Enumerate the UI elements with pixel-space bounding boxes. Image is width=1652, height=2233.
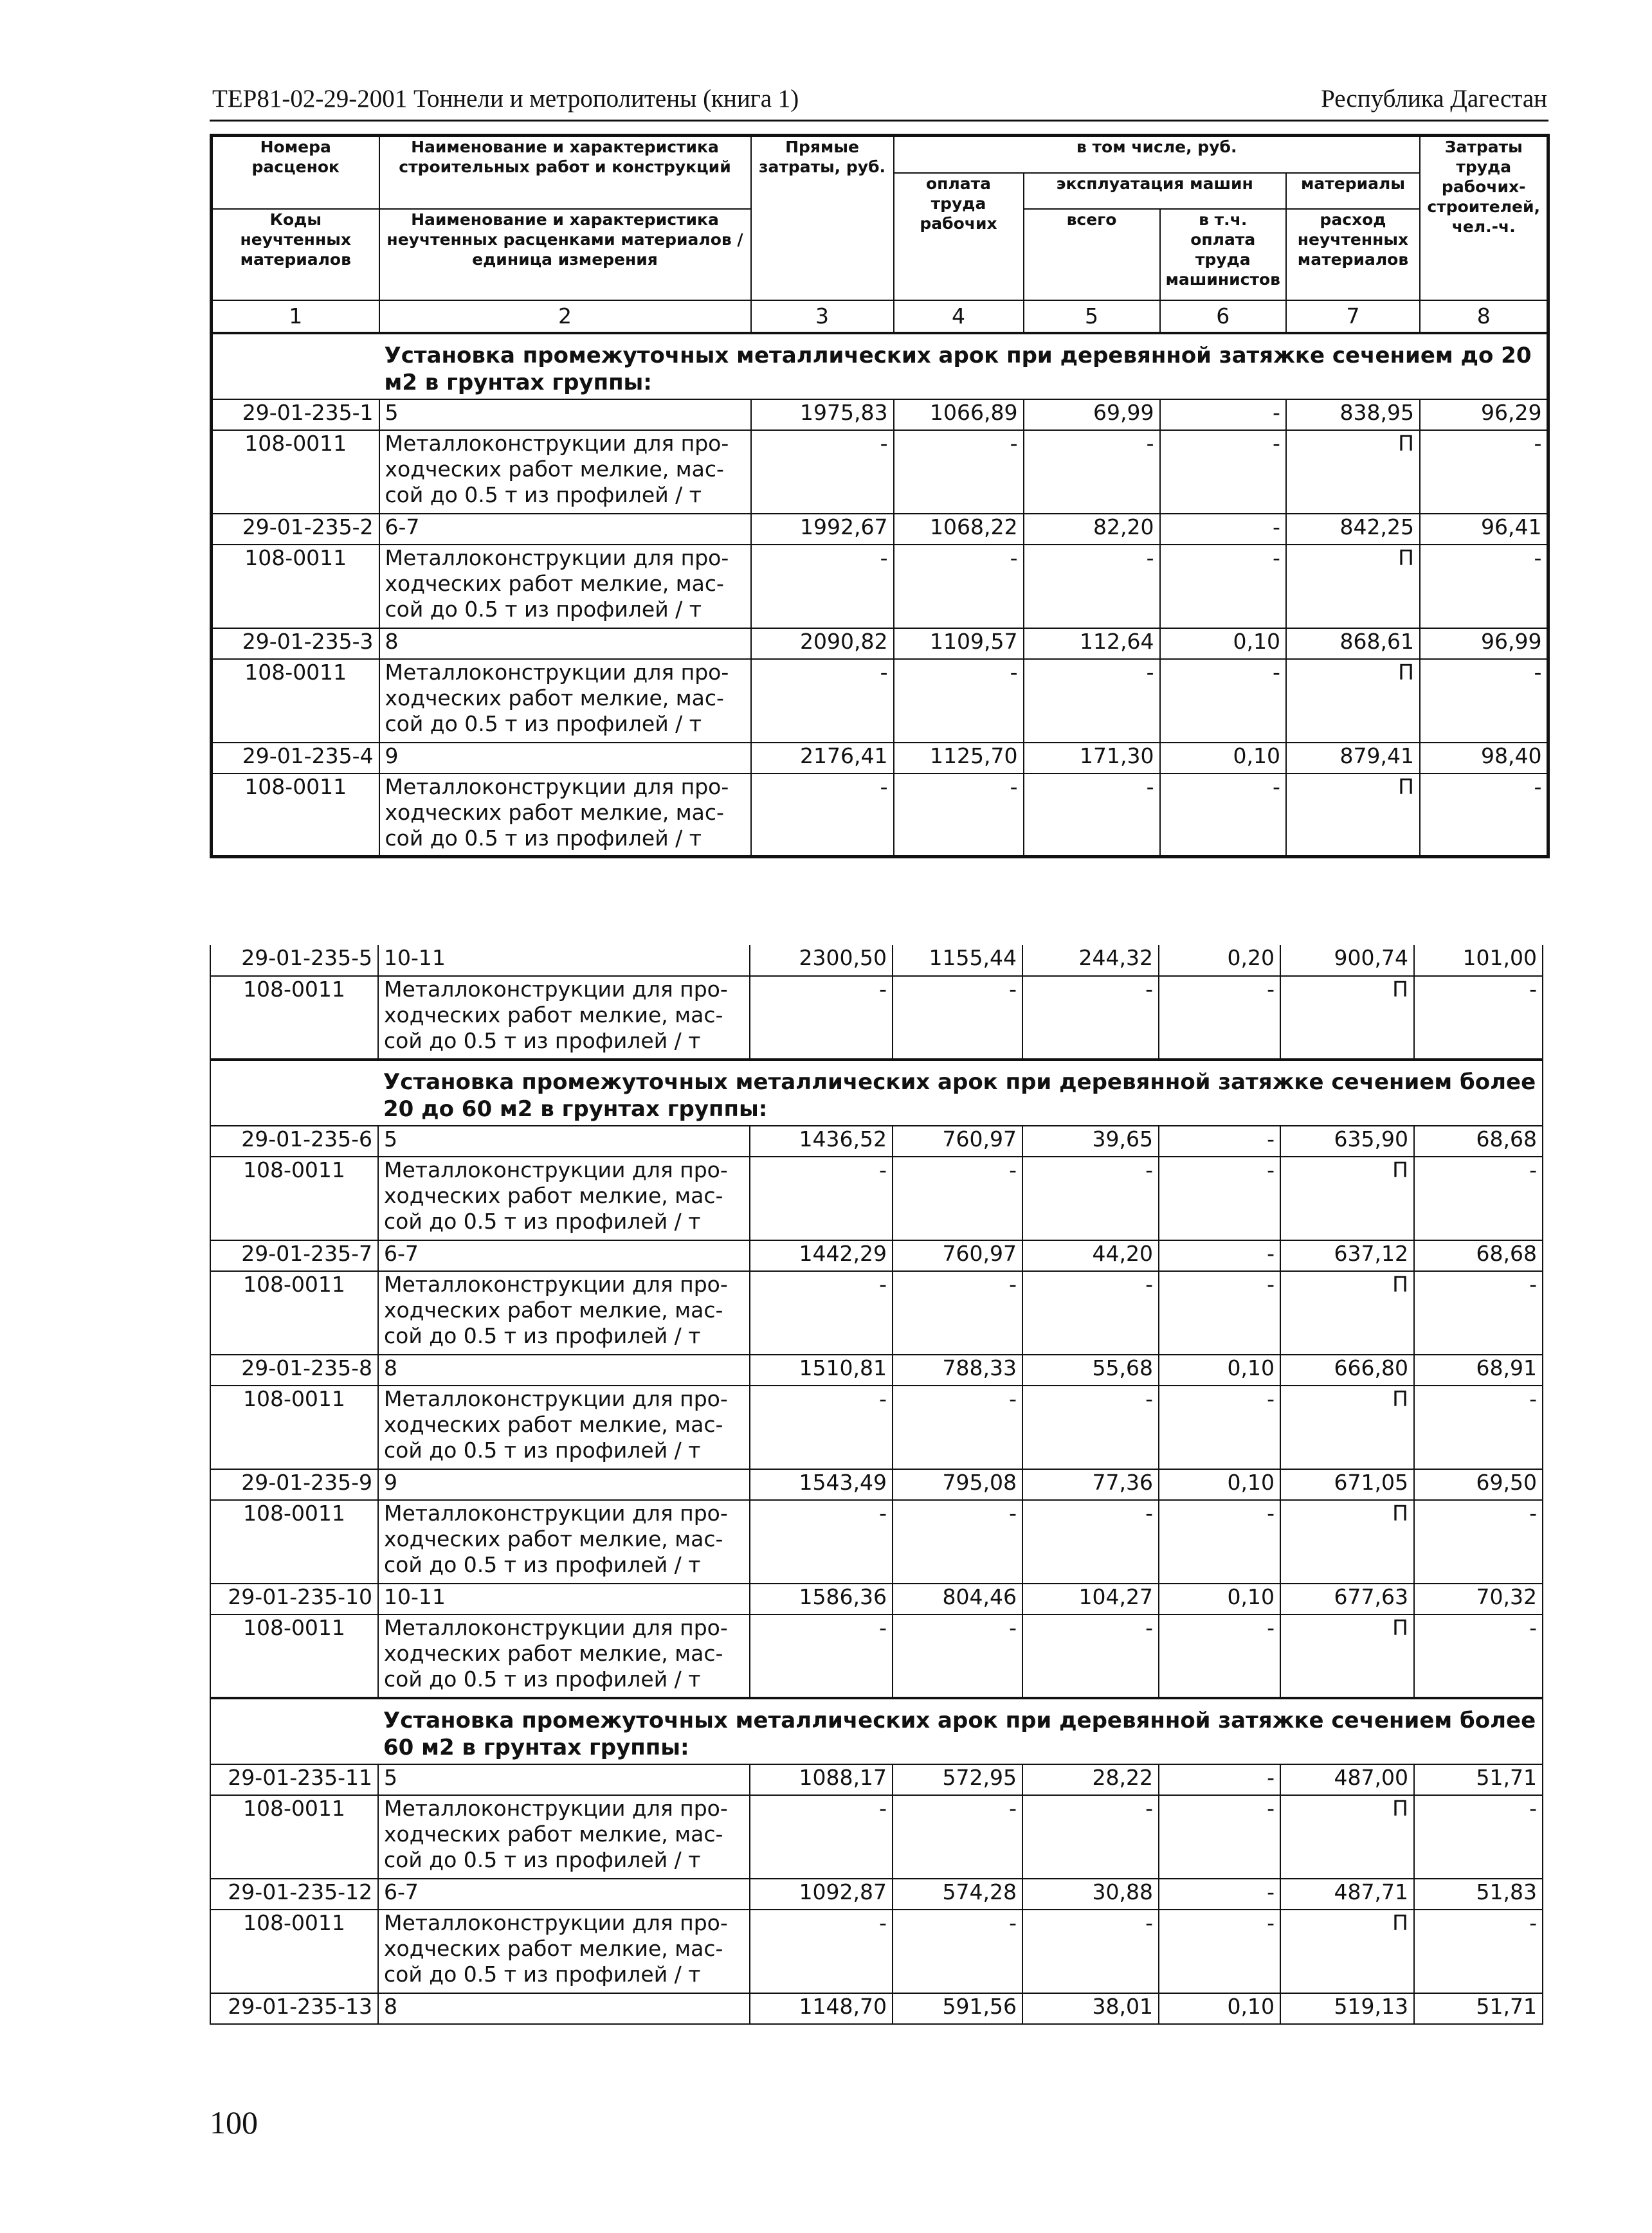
rate-row [210, 1879, 1543, 1910]
header-materials-usage: расход неучтенных материалов [1286, 209, 1420, 300]
material-machines-dash: - [1024, 659, 1160, 743]
material-machinist-dash: - [1160, 545, 1286, 628]
material-machinist-dash: - [1159, 1500, 1280, 1584]
header-machinist-wages: в т.ч. оплата труда машинистов [1160, 209, 1286, 300]
material-machinist-dash: - [1159, 1271, 1280, 1355]
materials-value: 487,00 [1280, 1764, 1414, 1795]
material-machines-dash: - [1022, 1614, 1159, 1698]
wages-value: 760,97 [893, 1126, 1022, 1157]
material-machinist-dash: - [1159, 1157, 1280, 1240]
material-code: 108-0011 [210, 976, 378, 1060]
section-title: Установка промежуточных металлических арок при деревянной затяжке сечением более 20 до 60 м2 в грунтах группы: [378, 1060, 1543, 1126]
material-usage-p: П [1280, 1271, 1414, 1355]
material-direct-dash: - [750, 1614, 893, 1698]
material-row [210, 1795, 1543, 1879]
material-row [212, 659, 1548, 743]
material-description-line: Металлоконструкции для про- [384, 977, 728, 1002]
material-description-line: сой до 0.5 т из профилей / т [384, 1323, 701, 1348]
material-direct-dash: - [750, 1500, 893, 1584]
material-description-line: Металлоконструкции для про- [385, 545, 729, 570]
page-number: 100 [210, 2104, 258, 2140]
labor-value: 68,68 [1414, 1126, 1543, 1157]
material-code: 108-0011 [212, 430, 379, 514]
materials-value: 868,61 [1286, 628, 1420, 659]
header-labor: Затраты труда рабочих-строителей, чел.-ч. [1420, 136, 1548, 300]
column-number: 7 [1286, 300, 1420, 333]
machines-value: 82,20 [1024, 514, 1160, 545]
materials-value: 666,80 [1280, 1355, 1414, 1386]
machinist-wages-value: - [1159, 1764, 1280, 1795]
section-header [212, 333, 1548, 399]
material-code: 108-0011 [212, 659, 379, 743]
direct-costs-value: 1442,29 [750, 1240, 893, 1271]
material-wages-dash: - [894, 659, 1024, 743]
materials-value: 677,63 [1280, 1584, 1414, 1614]
material-machines-dash: - [1022, 1386, 1159, 1469]
materials-value: 637,12 [1280, 1240, 1414, 1271]
material-labor-dash: - [1414, 1271, 1543, 1355]
section-spacer [210, 1698, 378, 1764]
labor-value: 51,71 [1414, 1993, 1543, 2024]
material-usage-p: П [1286, 430, 1420, 514]
rate-row [210, 1240, 1543, 1271]
material-row [212, 545, 1548, 628]
material-code: 108-0011 [210, 1795, 378, 1879]
wages-value: 574,28 [893, 1879, 1022, 1910]
material-description-line: Металлоконструкции для про- [384, 1910, 728, 1935]
labor-value: 68,91 [1414, 1355, 1543, 1386]
wages-value: 1125,70 [894, 743, 1024, 773]
material-machinist-dash: - [1159, 1614, 1280, 1698]
machinist-wages-value: 0,10 [1159, 1469, 1280, 1500]
rate-row [212, 399, 1548, 430]
header-machines: эксплуатация машин [1024, 173, 1286, 209]
direct-costs-value: 1092,87 [750, 1879, 893, 1910]
material-code: 108-0011 [210, 1386, 378, 1469]
rate-row [210, 1584, 1543, 1614]
material-machinist-dash: - [1159, 976, 1280, 1060]
material-description-line: ходческих работ мелкие, мас- [384, 1936, 723, 1961]
direct-costs-value: 1992,67 [751, 514, 894, 545]
material-description-line: Металлоконструкции для про- [384, 1615, 728, 1640]
material-machinist-dash: - [1160, 430, 1286, 514]
material-description-line: сой до 0.5 т из профилей / т [384, 1209, 701, 1234]
soil-group: 5 [378, 1126, 750, 1157]
labor-value: 70,32 [1414, 1584, 1543, 1614]
soil-group: 8 [378, 1355, 750, 1386]
material-labor-dash: - [1414, 1386, 1543, 1469]
material-direct-dash: - [750, 1157, 893, 1240]
material-code: 108-0011 [210, 1910, 378, 1993]
material-description-line: Металлоконструкции для про- [385, 430, 729, 456]
wages-value: 795,08 [893, 1469, 1022, 1500]
material-usage-p: П [1280, 976, 1414, 1060]
direct-costs-value: 2300,50 [750, 945, 893, 976]
section-header [210, 1060, 1543, 1126]
material-labor-dash: - [1414, 976, 1543, 1060]
rate-code: 29-01-235-8 [210, 1355, 378, 1386]
rate-code: 29-01-235-5 [210, 945, 378, 976]
rate-code: 29-01-235-7 [210, 1240, 378, 1271]
material-direct-dash: - [750, 1910, 893, 1993]
section-title: Установка промежуточных металлических арок при деревянной затяжке сечением до 20 м2 в грунтах группы: [379, 333, 1548, 399]
column-numbers-row [212, 300, 1548, 333]
direct-costs-value: 1510,81 [750, 1355, 893, 1386]
material-direct-dash: - [751, 659, 894, 743]
rate-code: 29-01-235-3 [212, 628, 379, 659]
section-spacer [210, 1060, 378, 1126]
labor-value: 101,00 [1414, 945, 1543, 976]
material-code: 108-0011 [210, 1271, 378, 1355]
machines-value: 77,36 [1022, 1469, 1159, 1500]
material-labor-dash: - [1414, 1795, 1543, 1879]
machinist-wages-value: 0,10 [1160, 628, 1286, 659]
rate-code: 29-01-235-11 [210, 1764, 378, 1795]
wages-value: 1068,22 [894, 514, 1024, 545]
rates-table-top [210, 134, 1550, 858]
material-usage-p: П [1280, 1795, 1414, 1879]
material-usage-p: П [1286, 545, 1420, 628]
soil-group: 5 [379, 399, 751, 430]
rate-row [210, 1355, 1543, 1386]
materials-value: 900,74 [1280, 945, 1414, 976]
soil-group: 6-7 [378, 1879, 750, 1910]
column-number: 3 [751, 300, 894, 333]
column-number: 2 [379, 300, 751, 333]
material-code: 108-0011 [210, 1500, 378, 1584]
material-description-line: ходческих работ мелкие, мас- [384, 1641, 723, 1666]
rate-code: 29-01-235-12 [210, 1879, 378, 1910]
wages-value: 1155,44 [893, 945, 1022, 976]
material-wages-dash: - [893, 1500, 1022, 1584]
material-wages-dash: - [893, 976, 1022, 1060]
rate-row [210, 945, 1543, 976]
direct-costs-value: 2090,82 [751, 628, 894, 659]
materials-value: 879,41 [1286, 743, 1420, 773]
section-header [210, 1698, 1543, 1764]
soil-group: 10-11 [378, 1584, 750, 1614]
material-code: 108-0011 [212, 545, 379, 628]
machines-value: 104,27 [1022, 1584, 1159, 1614]
material-machinist-dash: - [1159, 1910, 1280, 1993]
header-material-name: Наименование и характеристика неучтенных расценками материалов / единица измерения [379, 209, 751, 300]
wages-value: 1066,89 [894, 399, 1024, 430]
machines-value: 39,65 [1022, 1126, 1159, 1157]
material-wages-dash: - [894, 545, 1024, 628]
labor-value: 51,83 [1414, 1879, 1543, 1910]
machines-value: 55,68 [1022, 1355, 1159, 1386]
material-description-line: Металлоконструкции для про- [384, 1386, 728, 1411]
material-direct-dash: - [750, 1795, 893, 1879]
material-usage-p: П [1286, 659, 1420, 743]
material-machinist-dash: - [1160, 659, 1286, 743]
material-machines-dash: - [1024, 430, 1160, 514]
header-materials: материалы [1286, 173, 1420, 209]
header-rate-numbers: Номера расценок [212, 136, 379, 209]
direct-costs-value: 1975,83 [751, 399, 894, 430]
material-usage-p: П [1280, 1910, 1414, 1993]
machinist-wages-value: 0,10 [1159, 1355, 1280, 1386]
material-machines-dash: - [1024, 545, 1160, 628]
wages-value: 760,97 [893, 1240, 1022, 1271]
material-description [378, 1614, 750, 1698]
material-description [378, 976, 750, 1060]
material-usage-p: П [1280, 1614, 1414, 1698]
material-row [210, 1614, 1543, 1698]
material-row [210, 1157, 1543, 1240]
material-machines-dash: - [1024, 773, 1160, 857]
page-header [210, 77, 1548, 122]
table-header [212, 136, 1548, 300]
material-description-line: ходческих работ мелкие, мас- [385, 456, 724, 482]
material-row [210, 1271, 1543, 1355]
material-usage-p: П [1286, 773, 1420, 857]
material-description-line: Металлоконструкции для про- [385, 773, 729, 799]
labor-value: 68,68 [1414, 1240, 1543, 1271]
soil-group: 6-7 [378, 1240, 750, 1271]
machines-value: 30,88 [1022, 1879, 1159, 1910]
material-wages-dash: - [893, 1271, 1022, 1355]
material-code: 108-0011 [212, 773, 379, 857]
material-description-line: ходческих работ мелкие, мас- [384, 1183, 723, 1208]
material-direct-dash: - [751, 545, 894, 628]
material-description-line: сой до 0.5 т из профилей / т [384, 1438, 701, 1463]
material-wages-dash: - [893, 1910, 1022, 1993]
direct-costs-value: 1148,70 [750, 1993, 893, 2024]
material-machines-dash: - [1022, 1910, 1159, 1993]
machinist-wages-value: 0,10 [1159, 1584, 1280, 1614]
machines-value: 44,20 [1022, 1240, 1159, 1271]
material-wages-dash: - [893, 1157, 1022, 1240]
rate-code: 29-01-235-10 [210, 1584, 378, 1614]
header-including: в том числе, руб. [894, 136, 1420, 173]
rate-row [212, 743, 1548, 773]
document-title: ТЕР81-02-29-2001 Тоннели и метрополитены (книга 1) [212, 85, 799, 113]
material-labor-dash: - [1414, 1614, 1543, 1698]
region-name: Республика Дагестан [1321, 85, 1547, 113]
material-labor-dash: - [1414, 1500, 1543, 1584]
wages-value: 591,56 [893, 1993, 1022, 2024]
material-code: 108-0011 [210, 1614, 378, 1698]
material-usage-p: П [1280, 1500, 1414, 1584]
material-description-line: Металлоконструкции для про- [384, 1796, 728, 1821]
rate-row [212, 628, 1548, 659]
machines-value: 69,99 [1024, 399, 1160, 430]
labor-value: 96,99 [1420, 628, 1548, 659]
material-description-line: Металлоконструкции для про- [384, 1501, 728, 1526]
rate-row [210, 1126, 1543, 1157]
material-row [212, 430, 1548, 514]
machines-value: 28,22 [1022, 1764, 1159, 1795]
header-machines-total: всего [1024, 209, 1160, 300]
material-description-line: ходческих работ мелкие, мас- [384, 1412, 723, 1437]
rate-row [210, 1764, 1543, 1795]
machinist-wages-value: - [1160, 399, 1286, 430]
material-machinist-dash: - [1160, 773, 1286, 857]
material-description [379, 659, 751, 743]
header-work-name: Наименование и характеристика строительных работ и конструкций [379, 136, 751, 209]
rate-row [212, 514, 1548, 545]
machinist-wages-value: - [1160, 514, 1286, 545]
labor-value: 96,29 [1420, 399, 1548, 430]
material-description-line: Металлоконструкции для про- [385, 659, 729, 685]
material-description-line: сой до 0.5 т из профилей / т [385, 825, 702, 851]
material-description-line: сой до 0.5 т из профилей / т [385, 482, 702, 507]
soil-group: 9 [378, 1469, 750, 1500]
soil-group: 5 [378, 1764, 750, 1795]
section-spacer [212, 333, 379, 399]
material-description-line: ходческих работ мелкие, мас- [384, 1526, 723, 1551]
rate-code: 29-01-235-2 [212, 514, 379, 545]
rate-code: 29-01-235-13 [210, 1993, 378, 2024]
column-number: 4 [894, 300, 1024, 333]
wages-value: 572,95 [893, 1764, 1022, 1795]
material-usage-p: П [1280, 1386, 1414, 1469]
material-description [379, 773, 751, 857]
column-number: 8 [1420, 300, 1548, 333]
material-description-line: сой до 0.5 т из профилей / т [385, 596, 702, 622]
material-description-line: сой до 0.5 т из профилей / т [385, 710, 702, 736]
labor-value: 69,50 [1414, 1469, 1543, 1500]
machinist-wages-value: - [1159, 1240, 1280, 1271]
materials-value: 842,25 [1286, 514, 1420, 545]
material-wages-dash: - [893, 1614, 1022, 1698]
material-description-line: сой до 0.5 т из профилей / т [384, 1667, 701, 1692]
material-labor-dash: - [1414, 1157, 1543, 1240]
material-description-line: ходческих работ мелкие, мас- [384, 1297, 723, 1323]
machinist-wages-value: 0,10 [1159, 1993, 1280, 2024]
direct-costs-value: 1543,49 [750, 1469, 893, 1500]
rate-row [210, 1469, 1543, 1500]
rates-table-bottom [210, 945, 1543, 2025]
material-direct-dash: - [751, 773, 894, 857]
material-description-line: ходческих работ мелкие, мас- [384, 1002, 723, 1027]
materials-value: 635,90 [1280, 1126, 1414, 1157]
material-code: 108-0011 [210, 1157, 378, 1240]
material-direct-dash: - [750, 1271, 893, 1355]
material-machinist-dash: - [1159, 1795, 1280, 1879]
material-labor-dash: - [1414, 1910, 1543, 1993]
wages-value: 788,33 [893, 1355, 1022, 1386]
material-machines-dash: - [1022, 1157, 1159, 1240]
labor-value: 98,40 [1420, 743, 1548, 773]
column-number: 1 [212, 300, 379, 333]
rate-code: 29-01-235-4 [212, 743, 379, 773]
column-number: 5 [1024, 300, 1160, 333]
material-description [379, 545, 751, 628]
material-machines-dash: - [1022, 1795, 1159, 1879]
material-machines-dash: - [1022, 1271, 1159, 1355]
material-wages-dash: - [893, 1386, 1022, 1469]
materials-value: 519,13 [1280, 1993, 1414, 2024]
soil-group: 8 [378, 1993, 750, 2024]
direct-costs-value: 1436,52 [750, 1126, 893, 1157]
material-row [210, 1500, 1543, 1584]
machinist-wages-value: 0,10 [1160, 743, 1286, 773]
material-labor-dash: - [1420, 659, 1548, 743]
material-description-line: ходческих работ мелкие, мас- [385, 570, 724, 596]
material-description [378, 1500, 750, 1584]
material-description [378, 1157, 750, 1240]
material-description [378, 1386, 750, 1469]
labor-value: 51,71 [1414, 1764, 1543, 1795]
material-machines-dash: - [1022, 976, 1159, 1060]
materials-value: 671,05 [1280, 1469, 1414, 1500]
soil-group: 6-7 [379, 514, 751, 545]
machinist-wages-value: 0,20 [1159, 945, 1280, 976]
material-usage-p: П [1280, 1157, 1414, 1240]
material-description-line: ходческих работ мелкие, мас- [384, 1822, 723, 1847]
column-number: 6 [1160, 300, 1286, 333]
material-machinist-dash: - [1159, 1386, 1280, 1469]
material-description [378, 1271, 750, 1355]
rate-code: 29-01-235-9 [210, 1469, 378, 1500]
material-direct-dash: - [751, 430, 894, 514]
machines-value: 112,64 [1024, 628, 1160, 659]
wages-value: 804,46 [893, 1584, 1022, 1614]
material-description-line: сой до 0.5 т из профилей / т [384, 1028, 701, 1053]
material-wages-dash: - [894, 430, 1024, 514]
material-labor-dash: - [1420, 545, 1548, 628]
material-description-line: сой до 0.5 т из профилей / т [384, 1962, 701, 1987]
material-description [378, 1795, 750, 1879]
material-wages-dash: - [894, 773, 1024, 857]
labor-value: 96,41 [1420, 514, 1548, 545]
section-title: Установка промежуточных металлических арок при деревянной затяжке сечением более 60 м2 в грунтах группы: [378, 1698, 1543, 1764]
rate-code: 29-01-235-6 [210, 1126, 378, 1157]
machinist-wages-value: - [1159, 1126, 1280, 1157]
direct-costs-value: 1586,36 [750, 1584, 893, 1614]
material-description-line: сой до 0.5 т из профилей / т [384, 1847, 701, 1872]
materials-value: 487,71 [1280, 1879, 1414, 1910]
material-row [210, 1386, 1543, 1469]
header-direct-costs: Прямые затраты, руб. [751, 136, 894, 300]
direct-costs-value: 2176,41 [751, 743, 894, 773]
soil-group: 10-11 [378, 945, 750, 976]
machines-value: 171,30 [1024, 743, 1160, 773]
material-description-line: ходческих работ мелкие, мас- [385, 799, 724, 825]
machines-value: 38,01 [1022, 1993, 1159, 2024]
rate-row [210, 1993, 1543, 2024]
material-description-line: Металлоконструкции для про- [384, 1272, 728, 1297]
material-description-line: сой до 0.5 т из профилей / т [384, 1552, 701, 1577]
material-description-line: ходческих работ мелкие, мас- [385, 685, 724, 710]
material-direct-dash: - [750, 1386, 893, 1469]
material-direct-dash: - [750, 976, 893, 1060]
machines-value: 244,32 [1022, 945, 1159, 976]
material-labor-dash: - [1420, 430, 1548, 514]
header-wages: оплата труда рабочих [894, 173, 1024, 300]
wages-value: 1109,57 [894, 628, 1024, 659]
material-labor-dash: - [1420, 773, 1548, 857]
soil-group: 9 [379, 743, 751, 773]
material-description-line: Металлоконструкции для про- [384, 1157, 728, 1182]
header-material-codes: Коды неучтенных материалов [212, 209, 379, 300]
rate-code: 29-01-235-1 [212, 399, 379, 430]
material-row [212, 773, 1548, 857]
material-description [379, 430, 751, 514]
material-wages-dash: - [893, 1795, 1022, 1879]
material-description [378, 1910, 750, 1993]
soil-group: 8 [379, 628, 751, 659]
material-row [210, 1910, 1543, 1993]
material-row [210, 976, 1543, 1060]
materials-value: 838,95 [1286, 399, 1420, 430]
material-machines-dash: - [1022, 1500, 1159, 1584]
direct-costs-value: 1088,17 [750, 1764, 893, 1795]
machinist-wages-value: - [1159, 1879, 1280, 1910]
